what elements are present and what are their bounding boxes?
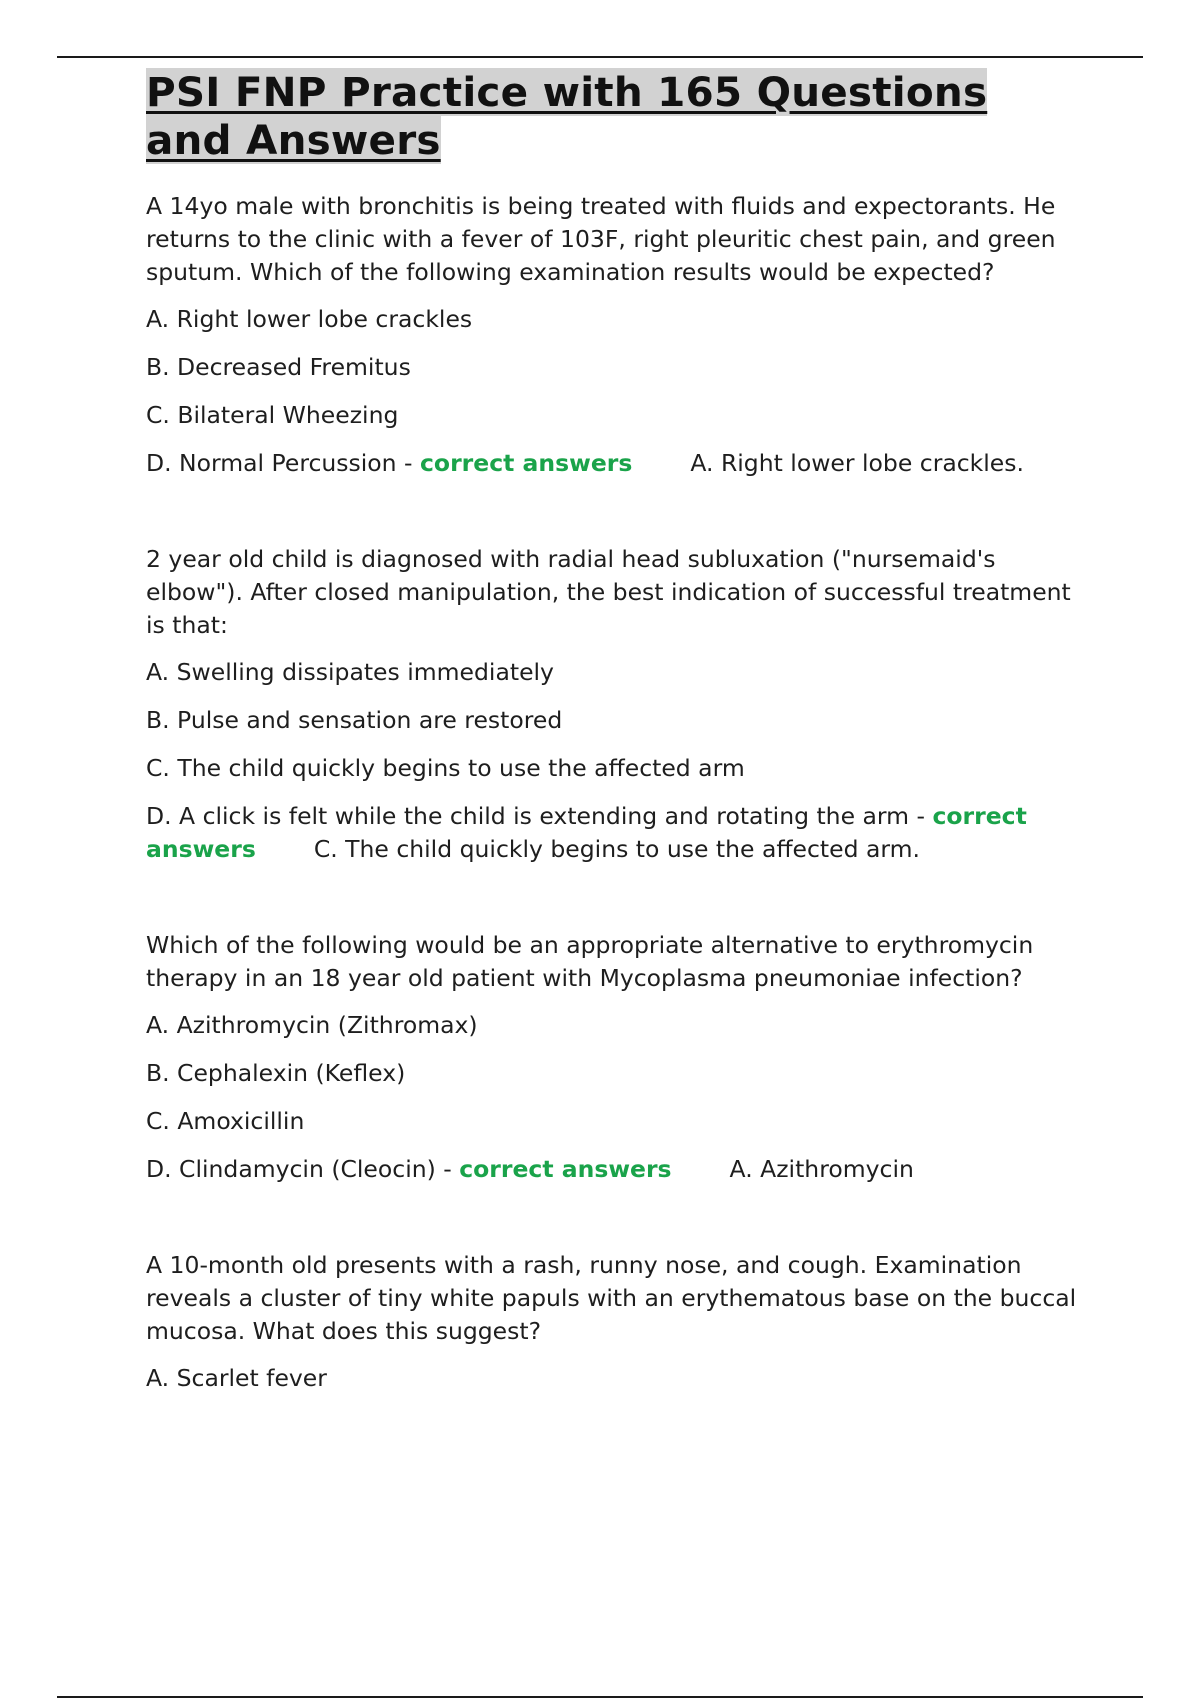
question-stem: A 10-month old presents with a rash, runny nose, and cough. Examination reveals a cluster of tiny white papuls with an erythematous base on the buccal mucosa. What does this suggest? [146,1251,1077,1345]
question-4 [146,1249,1086,1395]
option-c: C. The child quickly begins to use the affected arm [146,754,745,782]
correct-answers-label: correct answers [146,802,1027,863]
option-b: B. Pulse and sensation are restored [146,706,563,734]
answer-text: A. Azithromycin [729,1155,914,1183]
option-d-with-answer [146,1153,1086,1186]
option-d: D. Normal Percussion - [146,449,420,477]
option-c: C. Bilateral Wheezing [146,401,399,429]
document-body [146,68,1086,1410]
option-d-with-answer [146,800,1086,866]
option-a: A. Scarlet fever [146,1364,327,1392]
question-1 [146,190,1086,480]
question-2 [146,543,1086,866]
correct-answers-label: correct answers [420,449,633,477]
option-d: D. Clindamycin (Cleocin) - [146,1155,460,1183]
document-title: PSI FNP Practice with 165 Questions and Answers [146,68,988,164]
option-c: C. Amoxicillin [146,1107,305,1135]
option-d-with-answer [146,447,1086,480]
option-d: D. A click is felt while the child is extending and rotating the arm - [146,802,933,830]
option-a: A. Swelling dissipates immediately [146,658,554,686]
answer-text: A. Right lower lobe crackles. [690,449,1024,477]
question-stem: Which of the following would be an appropriate alternative to erythromycin therapy in an 18 year old patient with Mycoplasma pneumoniae infection? [146,931,1034,992]
correct-answers-label: correct answers [459,1155,672,1183]
option-a: A. Azithromycin (Zithromax) [146,1011,478,1039]
question-stem: A 14yo male with bronchitis is being treated with fluids and expectorants. He returns to the clinic with a fever of 103F, right pleuritic chest pain, and green sputum. Which of the following examination results would be expected? [146,192,1056,286]
option-a: A. Right lower lobe crackles [146,305,473,333]
question-3 [146,929,1086,1186]
top-rule [57,56,1143,58]
bottom-rule [57,1696,1143,1698]
option-b: B. Decreased Fremitus [146,353,411,381]
option-b: B. Cephalexin (Keflex) [146,1059,406,1087]
question-stem: 2 year old child is diagnosed with radial head subluxation ("nursemaid's elbow"). After closed manipulation, the best indication of successful treatment is that: [146,545,1071,639]
answer-text: C. The child quickly begins to use the affected arm. [313,835,921,863]
